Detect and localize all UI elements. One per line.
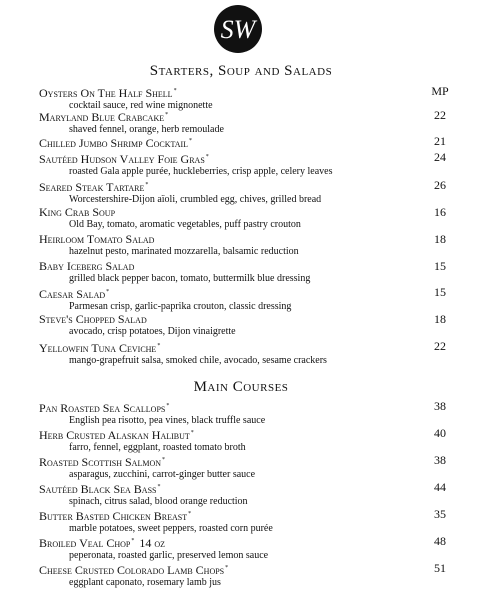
item-price: 21 [434, 134, 446, 148]
item-name: Chilled Jumbo Shrimp Cocktail [39, 136, 189, 150]
raw-warning-mark: * [157, 343, 161, 349]
item-description: farro, fennel, eggplant, roasted tomato broth [69, 442, 246, 453]
menu-item [39, 178, 446, 206]
logo-text: SW [220, 15, 256, 44]
raw-warning-mark: * [106, 289, 110, 295]
item-name: Broiled Veal Chop [39, 536, 131, 550]
item-name: Yellowfin Tuna Ceviche [39, 341, 157, 355]
item-name: Butter Basted Chicken Breast [39, 509, 188, 523]
item-name: Roasted Scottish Salmon [39, 455, 162, 469]
item-price: 51 [434, 561, 446, 575]
menu-item [39, 453, 446, 481]
item-price: 35 [434, 507, 446, 521]
item-name: Seared Steak Tartare [39, 180, 145, 194]
item-description: Old Bay, tomato, aromatic vegetables, puff pastry crouton [69, 219, 301, 230]
item-price: 18 [434, 312, 446, 326]
raw-warning-mark: * [145, 182, 149, 188]
item-name: Maryland Blue Crabcake [39, 110, 165, 124]
menu-item [39, 561, 446, 589]
item-size: 14 oz [139, 536, 166, 550]
raw-warning-mark: * [162, 457, 166, 463]
item-description: hazelnut pesto, marinated mozzarella, balsamic reduction [69, 246, 299, 257]
menu-item [39, 205, 446, 231]
raw-warning-mark: * [205, 154, 209, 160]
item-name: King Crab Soup [39, 205, 116, 219]
item-description: English pea risotto, pea vines, black truffle sauce [69, 415, 266, 426]
item-name: Cheese Crusted Colorado Lamb Chops [39, 563, 225, 577]
item-description: cocktail sauce, red wine mignonette [69, 100, 213, 111]
item-name: Oysters On The Half Shell [39, 86, 173, 100]
raw-warning-mark: * [131, 538, 135, 544]
menu-item [39, 150, 446, 178]
item-price: 15 [434, 285, 446, 299]
menu-item [39, 534, 446, 562]
item-name: Sautéed Hudson Valley Foie Gras [39, 152, 205, 166]
raw-warning-mark: * [166, 403, 170, 409]
item-name: Sautéed Black Sea Bass [39, 482, 157, 496]
raw-warning-mark: * [157, 484, 161, 490]
item-description: peperonata, roasted garlic, preserved lemon sauce [69, 550, 269, 561]
item-name: Steve's Chopped Salad [39, 312, 147, 326]
item-price: 22 [434, 339, 446, 353]
item-name: Pan Roasted Sea Scallops [39, 401, 166, 415]
item-description: asparagus, zucchini, carrot-ginger butter sauce [69, 469, 256, 480]
mains-section-title: Main Courses [193, 379, 289, 395]
item-description: mango-grapefruit salsa, smoked chile, avocado, sesame crackers [69, 355, 327, 366]
menu-item [39, 108, 446, 136]
raw-warning-mark: * [165, 112, 169, 118]
menu-item [39, 285, 446, 313]
menu-item [39, 232, 446, 258]
item-price: 48 [434, 534, 446, 548]
menu-item [39, 480, 446, 508]
menu-item [39, 259, 446, 285]
item-price: 40 [434, 426, 446, 440]
item-description: roasted Gala apple purée, huckleberries, crisp apple, celery leaves [69, 166, 333, 177]
item-price: 16 [434, 205, 446, 219]
item-price: 18 [434, 232, 446, 246]
item-description: Worcestershire-Dijon aïoli, crumbled egg, chives, grilled bread [69, 194, 322, 205]
item-name: Heirloom Tomato Salad [39, 232, 155, 246]
raw-warning-mark: * [173, 88, 177, 94]
menu-item [39, 426, 446, 454]
menu-item [39, 399, 446, 427]
item-price: 44 [434, 480, 446, 494]
raw-warning-mark: * [188, 511, 192, 517]
menu-item [39, 312, 446, 338]
menu-item [39, 507, 446, 535]
item-name: Herb Crusted Alaskan Halibut [39, 428, 190, 442]
item-description: shaved fennel, orange, herb remoulade [69, 124, 224, 135]
item-price: 15 [434, 259, 446, 273]
item-price: 38 [434, 453, 446, 467]
item-name: Caesar Salad [39, 287, 106, 301]
menu-item [39, 339, 446, 367]
item-price: 38 [434, 399, 446, 413]
raw-warning-mark: * [190, 430, 194, 436]
sw-logo [213, 4, 263, 54]
item-description: marble potatoes, sweet peppers, roasted corn purée [69, 523, 273, 534]
menu-item [39, 134, 446, 150]
item-price: 22 [434, 108, 446, 122]
raw-warning-mark: * [189, 138, 193, 144]
item-name: Baby Iceberg Salad [39, 259, 135, 273]
item-description: eggplant caponato, rosemary lamb jus [69, 577, 221, 588]
item-description: spinach, citrus salad, blood orange reduction [69, 496, 248, 507]
starters-section-title: Starters, Soup and Salads [149, 63, 333, 79]
item-description: avocado, crisp potatoes, Dijon vinaigrette [69, 326, 236, 337]
item-description: Parmesan crisp, garlic-paprika crouton, classic dressing [69, 301, 292, 312]
raw-warning-mark: * [225, 565, 229, 571]
item-description: grilled black pepper bacon, tomato, buttermilk blue dressing [69, 273, 311, 284]
item-price: 24 [434, 150, 446, 164]
item-price: 26 [434, 178, 446, 192]
item-price: MP [431, 84, 449, 98]
